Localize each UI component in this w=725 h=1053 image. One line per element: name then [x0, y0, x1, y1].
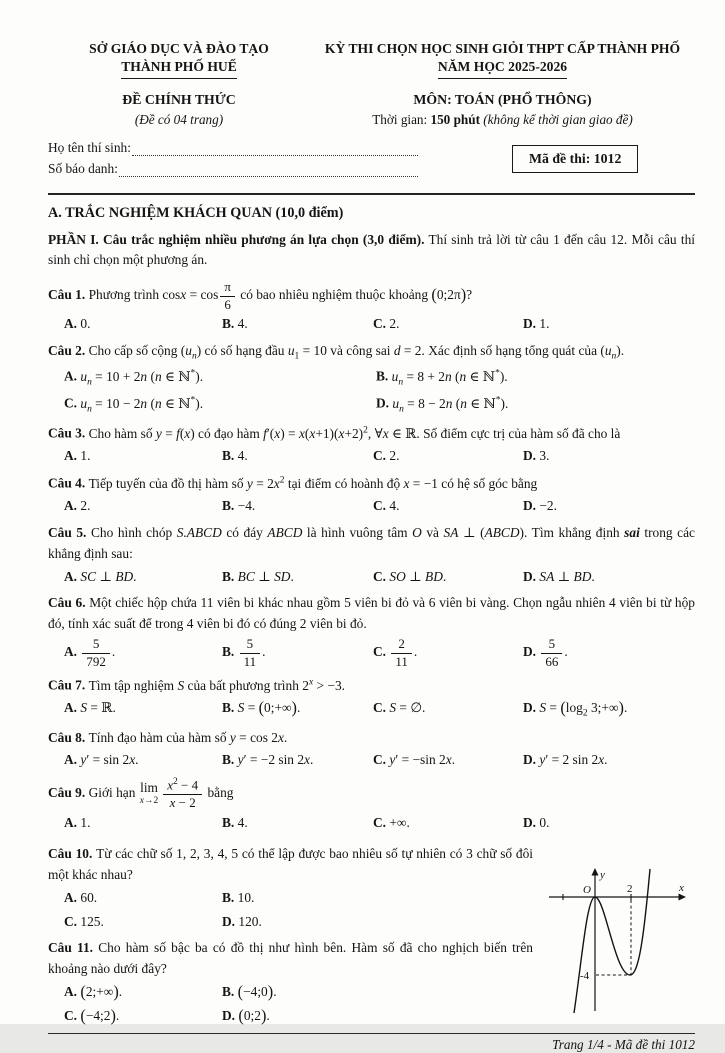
option-letter: A. [64, 752, 81, 768]
cubic-graph-svg [543, 863, 695, 1013]
option-d [523, 813, 695, 834]
options-row [48, 496, 695, 517]
option-letter: B. [222, 498, 238, 514]
figure-row [48, 839, 695, 1032]
option-b [222, 446, 373, 467]
question-number: Câu 3. [48, 425, 89, 441]
option-value: y′ = sin 2x. [80, 752, 139, 768]
questions-main [48, 275, 695, 839]
question-1 [48, 280, 695, 335]
options-row [48, 912, 533, 933]
cubic-graph-figure [543, 863, 695, 1013]
option-d [222, 912, 533, 933]
option-c [373, 750, 523, 771]
option-c [373, 698, 523, 721]
question-stem [48, 728, 695, 749]
question-number: Câu 1. [48, 287, 89, 303]
option-letter: B. [222, 983, 238, 999]
option-letter: D. [523, 752, 540, 768]
question-number: Câu 2. [48, 343, 89, 359]
option-letter: C. [373, 700, 390, 716]
question-number: Câu 7. [48, 677, 89, 693]
option-value: −4. [237, 498, 256, 514]
question-stem [48, 593, 695, 635]
question-text: Tiếp tuyến của đồ thị hàm số $y = 2x^2$ tại điểm có hoành độ x = −1 có hệ số góc bằng [88, 475, 538, 491]
question-stem [48, 280, 695, 312]
option-letter: C. [373, 448, 390, 464]
question-text: Giới hạn lim x→2 $\frac{x^2 - 4}{x - 2}$ bằng [88, 777, 234, 811]
header-divider [48, 193, 695, 195]
option-letter: C. [373, 752, 390, 768]
option-letter: D. [523, 448, 540, 464]
header [48, 40, 695, 128]
subject: MÔN: TOÁN (PHỔ THÔNG) [413, 92, 592, 108]
option-c [64, 1006, 222, 1027]
option-letter: C. [373, 814, 390, 830]
option-value: $u_n = 8 - 2n$ (n ∈ ℕ*). [392, 395, 509, 415]
option-value: 4. [389, 498, 400, 514]
option-value: S = (0;+∞). [237, 698, 301, 718]
section-a-title: A. TRẮC NGHIỆM KHÁCH QUAN (10,0 điểm) [48, 204, 344, 221]
options-row [48, 698, 695, 721]
question-text: Tìm tập nghiệm S của bất phương trình $2^x > -3$. [88, 677, 346, 693]
question-number: Câu 4. [48, 475, 89, 491]
candidate-id-label: Số báo danh: [48, 160, 118, 176]
option-value: $u_n = 8 + 2n$ (n ∈ ℕ*). [391, 368, 508, 388]
option-value: $S = (\log_2$ 3;+∞). [539, 698, 628, 719]
candidate-block [48, 138, 695, 180]
option-letter: C. [64, 395, 81, 411]
question-number: Câu 5. [48, 525, 91, 541]
option-letter: A. [64, 983, 81, 999]
option-a [64, 813, 222, 834]
option-value: (0;2). [238, 1005, 270, 1025]
option-value: (2;+∞). [80, 982, 123, 1002]
question-stem [48, 473, 695, 494]
options-row [48, 982, 533, 1003]
option-value: 0. [80, 316, 91, 332]
option-letter: B. [222, 700, 238, 716]
time-line [310, 111, 695, 128]
option-d [523, 446, 695, 467]
option-letter: B. [222, 448, 238, 464]
option-a [64, 637, 222, 669]
option-c [373, 314, 523, 335]
y-axis-arrow [592, 868, 599, 876]
option-b [222, 888, 533, 909]
options-row [48, 750, 695, 771]
department-line2: THÀNH PHỐ HUẾ [121, 58, 237, 79]
options-row [48, 366, 695, 390]
option-b [222, 982, 533, 1003]
question-text: Cho hàm số y = f(x) có đạo hàm $f'(x) = x(x+1)(x+2)^2$, ∀x ∈ ℝ. Số điểm cực trị của hàm số đã cho là [88, 425, 621, 441]
footer-text: Trang 1/4 - Mã đề thi 1012 [552, 1036, 695, 1052]
option-c [373, 496, 523, 517]
option-value: (−4;0). [237, 982, 277, 1002]
option-a [64, 750, 222, 771]
question-number: Câu 11. [48, 940, 99, 956]
option-b [222, 750, 373, 771]
question-text: Cho hàm số bậc ba có đồ thị như hình bên. Hàm số đã cho nghịch biến trên khoảng nào dưới đây? [48, 940, 533, 977]
question-text: Phương trình cosx = cos $\frac{\pi}{6}$ có bao nhiêu nghiệm thuộc khoảng (0;2π)? [88, 279, 473, 312]
option-a [64, 366, 376, 390]
exam-code-box: Mã đề thi: 1012 [512, 145, 638, 173]
header-right [310, 40, 695, 128]
question-stem [48, 423, 695, 444]
option-value: 120. [238, 913, 262, 929]
option-a [64, 446, 222, 467]
option-value: 4. [237, 448, 248, 464]
option-letter: C. [373, 316, 390, 332]
question-2 [48, 341, 695, 417]
exam-title-line2: NĂM HỌC 2025-2026 [438, 58, 567, 79]
option-c [373, 567, 523, 588]
option-d [523, 567, 695, 588]
exam-type: ĐỀ CHÍNH THỨC [122, 92, 236, 108]
option-letter: D. [523, 316, 540, 332]
option-letter: C. [373, 498, 390, 514]
option-value: S = ∅. [389, 700, 426, 716]
options-row [48, 314, 695, 335]
option-value: (−4;2). [80, 1005, 120, 1025]
option-letter: D. [222, 913, 239, 929]
option-letter: B. [222, 316, 238, 332]
option-value: $u_n = 10 + 2n$ (n ∈ ℕ*). [80, 368, 204, 388]
question-number: Câu 10. [48, 846, 97, 862]
part1-heading: PHẦN I. Câu trắc nghiệm nhiều phương án lựa chọn (3,0 điểm). [48, 231, 425, 247]
option-value: 60. [80, 889, 98, 905]
option-d [523, 496, 695, 517]
option-letter: A. [64, 448, 81, 464]
x-tick-label: 2 [627, 883, 633, 896]
question-text: Từ các chữ số 1, 2, 3, 4, 5 có thể lập được bao nhiêu số tự nhiên có 3 chữ số đôi một khác nhau? [48, 846, 534, 883]
question-5 [48, 523, 695, 587]
option-letter: A. [64, 316, 81, 332]
option-value: S = ℝ. [80, 700, 116, 716]
option-b [222, 567, 373, 588]
option-d [523, 314, 695, 335]
option-value: +∞. [389, 814, 410, 830]
option-letter: A. [64, 814, 81, 830]
option-d [222, 1006, 533, 1027]
candidate-id-line [48, 159, 420, 180]
question-9 [48, 777, 695, 833]
option-letter: C. [373, 568, 390, 584]
y-tick-label: -4 [580, 970, 590, 983]
page-footer [48, 1033, 695, 1053]
time-label: Thời gian: [372, 111, 431, 127]
question-text: Tính đạo hàm của hàm số y = cos 2x. [88, 729, 288, 745]
option-letter: C. [64, 1007, 81, 1023]
pages-note: (Đề có 04 trang) [134, 111, 224, 127]
option-value: y′ = 2 sin 2x. [539, 752, 608, 768]
option-letter: D. [523, 814, 540, 830]
option-value: 2. [389, 316, 400, 332]
option-a [64, 888, 222, 909]
option-letter: A. [64, 568, 81, 584]
option-letter: A. [64, 700, 81, 716]
time-note: (không kể thời gian giao đề) [483, 111, 633, 127]
option-a [64, 496, 222, 517]
option-letter: B. [222, 644, 238, 660]
option-value: 3. [539, 448, 550, 464]
question-stem [48, 675, 695, 696]
question-6 [48, 593, 695, 669]
option-b [222, 637, 373, 669]
question-stem [48, 777, 695, 810]
option-value: y′ = −2 sin 2x. [237, 752, 314, 768]
option-value: y′ = −sin 2x. [389, 752, 456, 768]
exam-title-line1: KỲ THI CHỌN HỌC SINH GIỎI THPT CẤP THÀNH PHỐ [324, 41, 681, 56]
candidate-name-line [48, 138, 420, 159]
options-row [48, 888, 533, 909]
option-value: $\frac{5}{11}$ . [238, 644, 266, 659]
option-value: 125. [80, 913, 104, 929]
x-axis-arrow [679, 894, 687, 901]
candidate-name-label: Họ tên thí sinh: [48, 140, 131, 156]
option-value: 10. [237, 889, 255, 905]
time-value: 150 phút [430, 111, 484, 127]
option-letter: B. [222, 814, 238, 830]
question-stem [48, 341, 695, 364]
option-value: SC ⊥ BD. [80, 568, 137, 584]
option-b [222, 496, 373, 517]
x-axis-label: x [679, 882, 684, 895]
candidate-lines [48, 138, 420, 180]
option-c [64, 393, 376, 417]
option-value: 1. [539, 316, 550, 332]
option-a [64, 314, 222, 335]
y-axis-label: y [600, 869, 605, 882]
option-value: 2. [80, 498, 91, 514]
option-letter: B. [222, 568, 238, 584]
option-d [523, 698, 695, 721]
option-value: SA ⊥ BD. [539, 568, 595, 584]
option-value: 1. [80, 814, 91, 830]
options-row [48, 1006, 533, 1027]
question-text: Một chiếc hộp chứa 11 viên bi khác nhau gồm 5 viên bi đỏ và 6 viên bi vàng. Chọn ngẫu nhiên 4 viên bi từ hộp đó, tính xác suất để trong 4 viên bi đó có đúng 2 viên bi đỏ. [48, 595, 695, 632]
question-number: Câu 9. [48, 785, 89, 800]
option-letter: B. [376, 368, 392, 384]
question-number: Câu 6. [48, 595, 90, 611]
option-b [376, 366, 695, 390]
option-b [222, 314, 373, 335]
option-c [64, 912, 222, 933]
option-letter: B. [222, 752, 238, 768]
option-letter: A. [64, 498, 81, 514]
option-letter: D. [222, 1007, 239, 1023]
option-value: SO ⊥ BD. [389, 568, 447, 584]
origin-label: O [583, 884, 591, 897]
options-row [48, 637, 695, 669]
part1-instructions: Thí sinh trả lời từ câu 1 đến câu 12. Mỗi câu thí sinh chỉ chọn một phương án. [48, 231, 695, 268]
option-c [373, 813, 523, 834]
department-line1: SỞ GIÁO DỤC VÀ ĐÀO TẠO [89, 41, 269, 56]
option-value: $\frac{2}{11}$ . [389, 644, 417, 659]
option-d [523, 637, 695, 669]
option-a [64, 698, 222, 721]
candidate-id-dotted-line [119, 176, 418, 177]
option-value: −2. [539, 498, 557, 514]
option-c [373, 446, 523, 467]
header-left [48, 40, 310, 128]
option-value: $u_n = 10 - 2n$ (n ∈ ℕ*). [80, 395, 204, 415]
question-text: Cho cấp số cộng $(u_n)$ có số hạng đầu $u_1 = 10$ và công sai d = 2. Xác định số hạng tổng quát của $(u_n)$. [88, 343, 625, 362]
question-4 [48, 473, 695, 517]
option-b [222, 813, 373, 834]
option-b [222, 698, 373, 721]
question-text: Cho hình chóp S.ABCD có đáy ABCD là hình vuông tâm O và SA ⊥ (ABCD). Tìm khẳng định sai trong các khẳng định sau: [48, 525, 695, 561]
option-letter: A. [64, 889, 81, 905]
option-value: 1. [80, 448, 91, 464]
option-value: 0. [539, 814, 550, 830]
option-letter: C. [373, 644, 390, 660]
question-3 [48, 423, 695, 467]
options-row [48, 813, 695, 834]
question-8 [48, 728, 695, 772]
option-value: BC ⊥ SD. [237, 568, 294, 584]
option-letter: A. [64, 644, 81, 660]
option-a [64, 982, 222, 1003]
option-letter: D. [523, 644, 540, 660]
option-value: 2. [389, 448, 400, 464]
option-d [376, 393, 695, 417]
part1-lead [48, 230, 695, 272]
question-number: Câu 8. [48, 729, 89, 745]
option-value: 4. [237, 814, 248, 830]
option-letter: D. [523, 700, 540, 716]
question-7 [48, 675, 695, 722]
option-letter: D. [523, 568, 540, 584]
option-c [373, 637, 523, 669]
option-value: $\frac{5}{792}$ . [80, 644, 115, 659]
option-d [523, 750, 695, 771]
options-row [48, 446, 695, 467]
option-a [64, 567, 222, 588]
option-letter: D. [376, 395, 393, 411]
option-letter: A. [64, 368, 81, 384]
option-value: 4. [237, 316, 248, 332]
option-letter: B. [222, 889, 238, 905]
question-stem [48, 523, 695, 565]
option-letter: C. [64, 913, 81, 929]
option-letter: D. [523, 498, 540, 514]
option-value: $\frac{5}{66}$ . [539, 644, 567, 659]
candidate-name-dotted-line [132, 155, 418, 156]
options-row [48, 567, 695, 588]
options-row [48, 393, 695, 417]
